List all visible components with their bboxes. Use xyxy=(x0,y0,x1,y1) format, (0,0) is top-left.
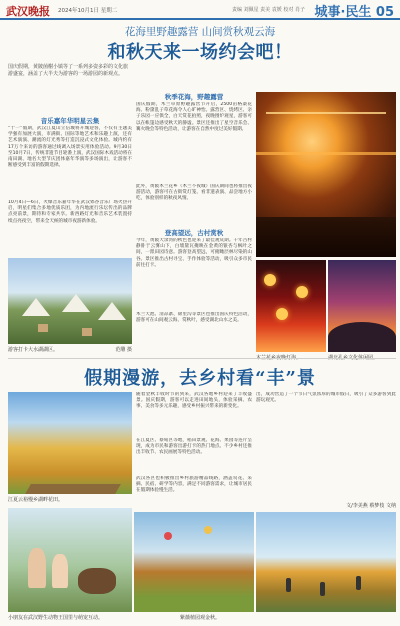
section-title-flower-camping: 秋季花海，野趣露营 xyxy=(164,93,224,101)
story1-body-paragraph: 木兰天池、清凉寨、锦里沟等景区也推出国庆特色活动，游客可在山间观云海、赏秋叶，感受湖北山水之美。 xyxy=(136,312,252,324)
photo-caption: 小朋友在武汉野生动物王国里与萌宠互动。 xyxy=(8,615,104,621)
story1-kicker: 花海里野趣露营 山间赏秋观云海 xyxy=(124,26,276,38)
story2-credit: 文/李美燕 蔡梦枝 文纳 xyxy=(346,503,396,509)
countryside-park-photo xyxy=(256,512,396,612)
story2-body-paragraph: 在江夏区、蔡甸区等地，稻田景观、花海、果园等连片呈现，成为市民和游客出游打卡的热门地点。不少乡村还推出丰收节、农民画展等特色活动。 xyxy=(136,438,252,456)
kids-with-animals-photo xyxy=(8,508,132,612)
story1-headline: 和秋天来一场约会吧！ xyxy=(107,42,293,63)
story1-body-paragraph: 国庆假期，木兰草原野趣露营节开启，2500亩格桑花海、粉黛乱子草花海令人心旷神怡。露营区、烧烤区、亲子乐园一应俱全，白天赏花拍照，夜晚围炉观星，游客可以在帐篷边感受秋天的静谧。景区还推出了星空音乐会、篝火晚会等特色活动，让游客在自然中度过美好假期。 xyxy=(136,102,252,132)
story2-body-paragraph: 出，成功营造了一个节日气氛浓厚的城市假日，吸引了众多游客到此游玩观光。 xyxy=(256,392,396,404)
story1-body-paragraph: 今年，黄陂大余湾的秋色也迎来了最佳观赏期。千年古村静卧于云雾山下，白墙黛瓦掩映在金黄的银杏与枫叶之间，一派田园诗意。游客登高望远，可俯瞰层林尽染的山谷。景区推出古村寻宝、手作体验等活动，吸引众多市民前往打卡。 xyxy=(136,238,252,268)
section-label: 城事·民生 05 xyxy=(314,5,394,20)
story1-body-paragraph: 10月4日—6日，火爆音乐嘉年华在武汉郊谷音乐广场火热开启，明星们集合多地优质乐团，为内地流行乐坛传出的品牌点亮前景，期待和专家共享。新西路灯光和音乐艺术装置持续点亮夜空，带来全天候的城市夜游新体验。 xyxy=(8,200,132,224)
photo-caption: 紫薇植园观金秋。 xyxy=(180,615,221,621)
harvest-field-photo xyxy=(134,512,254,612)
issue-date: 2024年10月1日 星期二 xyxy=(58,8,118,14)
story1-body-paragraph: 此外，黄陂木兰花乡（木兰不夜城）国庆期间也将推出夜游活动，游客可在古街赏灯笼、看非遗表演、品尝地方小吃，体验别样的秋夜风情。 xyxy=(136,184,252,202)
story2-body-paragraph: 随着金秋丰收时节的到来，武汉各地乡村迎来了丰收盛景。国庆假期，游客可以走进田间地头，体验采摘、农事、美食等多元乐趣，感受乡村振兴带来的新变化。 xyxy=(136,392,252,410)
story2-body-paragraph: 武汉各区也积极推出乡村旅游精品线路，涵盖赏花、采摘、民宿、研学等内容，满足不同游客需求，让城市居民在假期体验慢生活。 xyxy=(136,476,252,494)
newspaper-logo: 武汉晚报 xyxy=(6,5,50,18)
story2-headline: 假期漫游，去乡村看“丰”景 xyxy=(84,368,316,389)
photo-caption: 游客打卡大水湖湖区。 xyxy=(8,347,59,353)
section-title-ancient-village: 登高望远，古村赏秋 xyxy=(164,229,224,237)
camping-photo xyxy=(8,258,132,344)
photo-caption: 江夏云裕慢乡湖畔花田。 xyxy=(8,497,64,503)
photo-credit: 范雕 摄 xyxy=(115,347,132,353)
festival-night-photo xyxy=(256,92,396,257)
section-divider xyxy=(8,358,396,359)
flower-field-photo xyxy=(8,392,132,494)
section-title-music-festival: 音乐嘉年华明星云集 xyxy=(40,117,100,125)
masthead xyxy=(0,0,400,20)
park-night-photo xyxy=(328,260,396,352)
story1-body-paragraph: “十一”假期，武汉江夏山立信城将开城迎客，不仅有主题美学强有加展大演，市满街、国际等地艺术和乐趣上演，还有艺术演演、潮流的灯光秀等打造沉浸式文化体验。城内约有17万个来访的游客通过线调入场景实用体验活动。9月30日至10月7日，传统非遗节目轮番上演，武汉国际木戏活动将在南田湖、地名大型节庆团体嘉年华演等多场演出，让游客不断感受到丰富的假期选择。 xyxy=(8,126,132,169)
editor-credits: 责编 刘佩星 责美 袁媛 校对 肖子 xyxy=(232,7,305,13)
lantern-photo xyxy=(256,260,326,352)
story1-lead: 国庆假期，黄陂菌榭小镇等了一系列多姿多彩的文化旅游盛宴，涵盖了大半夫为游客的一场游园的新观点。 xyxy=(8,64,129,77)
